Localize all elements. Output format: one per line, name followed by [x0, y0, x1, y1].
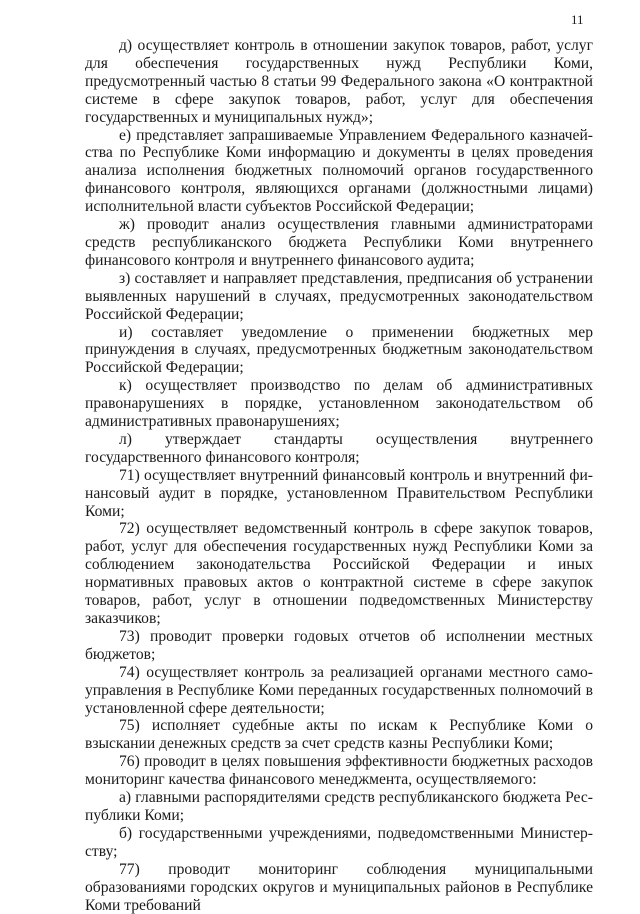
paragraph-77: 77) проводит мониторинг соблюдения муниципальными образованиями городских округов и муниципальных районов в Республике Коми требований [85, 860, 593, 914]
paragraph-76: 76) проводит в целях повышения эффективности бюджетных расходов мониторинг качества финансового менеджмента, осуществляемого: [85, 753, 593, 789]
paragraph-74: 74) осуществляет контроль за реализацией органами местного самоуправления в Республике Коми переданных государственных полномочий в установленной сфере деятельности; [85, 663, 593, 717]
document-body [85, 37, 593, 914]
paragraph-73: 73) проводит проверки годовых отчетов об исполнении местных бюджетов; [85, 627, 593, 663]
paragraph-e: е) представляет запрашиваемые Управлением Федерального казначейства по Республике Коми информацию и документы в целях проведения анализа исполнения бюджетных полномочий органов государственного финансового контроля, являющихся органами (должностными лицами) исполнительной власти субъектов Российской Федерации; [85, 126, 593, 216]
paragraph-d: д) осуществляет контроль в отношении закупок товаров, работ, услуг для обеспечения государственных нужд Республики Коми, предусмотренный частью 8 статьи 99 Федерального закона «О контрактной системе в сфере закупок товаров, работ, услуг для обеспечения государственных и муниципальных нужд»; [85, 37, 593, 126]
page-number: 11 [571, 12, 584, 27]
paragraph-72: 72) осуществляет ведомственный контроль в сфере закупок товаров, работ, услуг для обеспечения государственных нужд Республики Коми за соблюдением законодательства Российской Федерации и иных нормативных правовых актов о контрактной системе в сфере закупок товаров, работ, услуг в отношении подведомственных Министерству заказчиков; [85, 520, 593, 627]
paragraph-76-a: а) главными распорядителями средств республиканского бюджета Республики Коми; [85, 789, 593, 824]
paragraph-l: л) утверждает стандарты осуществления внутреннего государственного финансового контроля; [85, 430, 593, 466]
paragraph-k: к) осуществляет производство по делам об административных правонарушениях в порядке, установленном законодательством об административных правонарушениях; [85, 377, 593, 431]
paragraph-76-b: б) государственными учреждениями, подведомственными Министерству; [85, 824, 593, 860]
paragraph-75: 75) исполняет судебные акты по искам к Республике Коми о взыскании денежных средств за счет средств казны Республики Коми; [85, 717, 593, 753]
paragraph-z: з) составляет и направляет представления, предписания об устранении выявленных нарушений в случаях, предусмотренных законодательством Российской Федерации; [85, 269, 593, 323]
paragraph-zh: ж) проводит анализ осуществления главными администраторами средств республиканского бюджета Республики Коми внутреннего финансового контроля и внутреннего финансового аудита; [85, 216, 593, 269]
paragraph-71: 71) осуществляет внутренний финансовый контроль и внутренний финансовый аудит в порядке, установленном Правительством Республики Коми; [85, 466, 593, 520]
paragraph-i: и) составляет уведомление о применении бюджетных мер принуждения в случаях, предусмотренных бюджетным законодательством Российской Федерации; [85, 323, 593, 377]
